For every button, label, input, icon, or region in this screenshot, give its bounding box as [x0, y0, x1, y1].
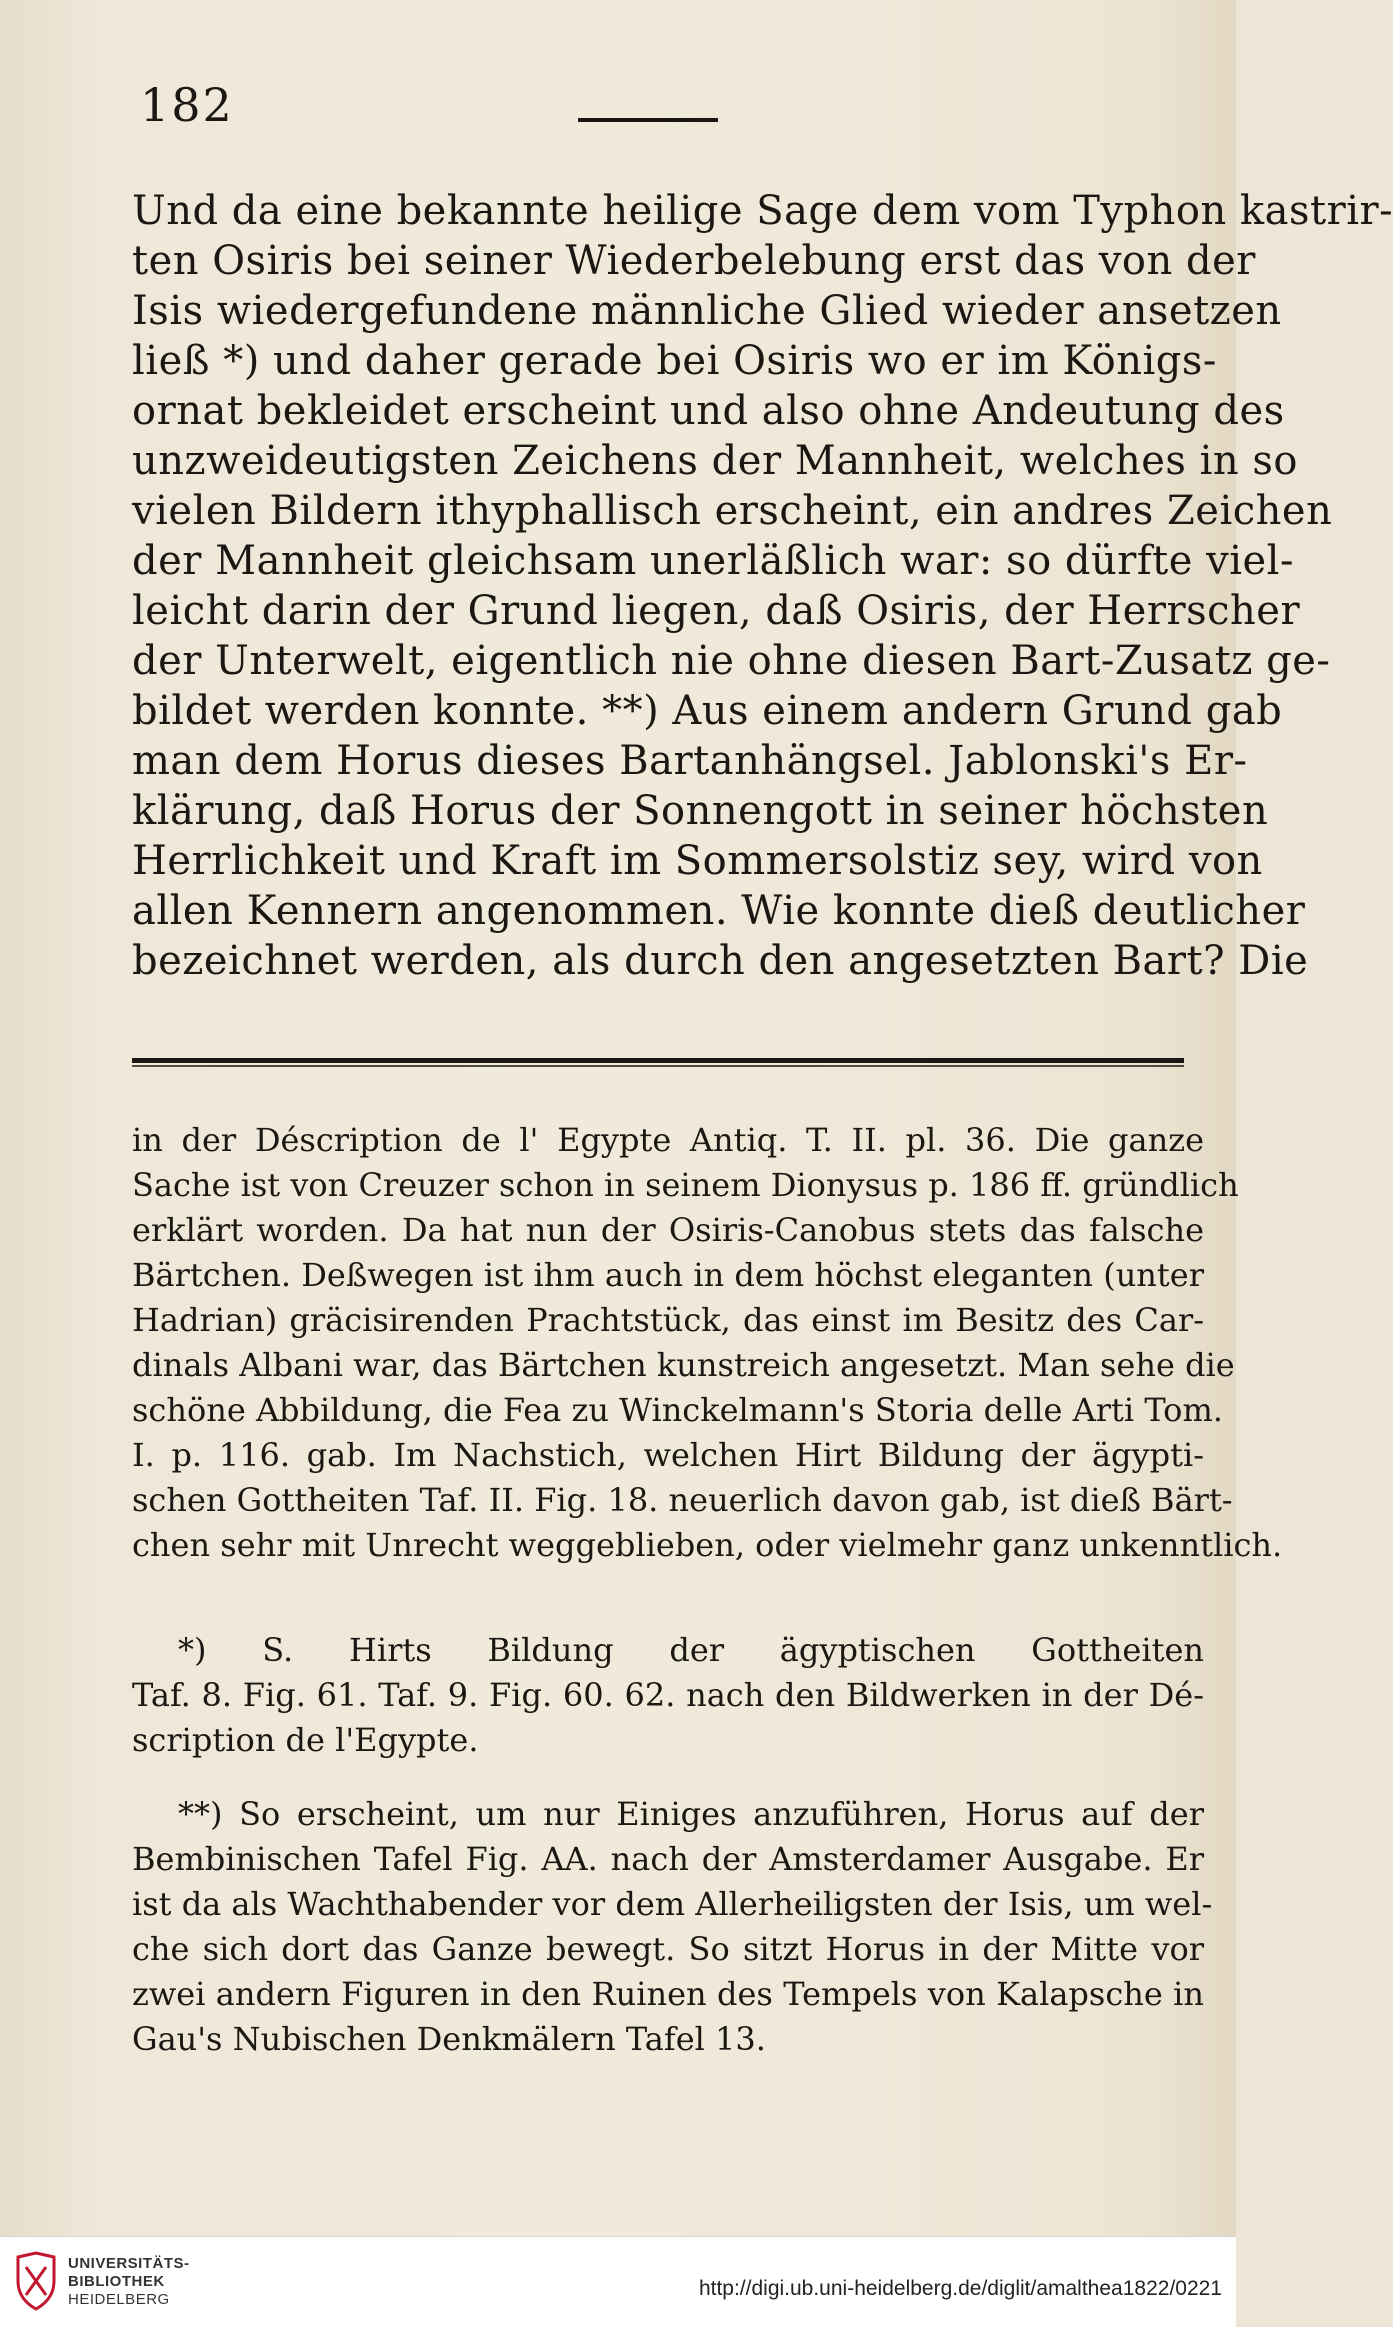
text-line: der Mannheit gleichsam unerläßlich war: so dürfte viel- — [132, 538, 1294, 584]
text-line: leicht darin der Grund liegen, daß Osiris, der Herrscher — [132, 588, 1301, 634]
main-text — [132, 186, 1393, 986]
footnote-line: schen Gottheiten Taf. II. Fig. 18. neuerlich davon gab, ist dieß Bärt- — [132, 1481, 1233, 1519]
text-line: man dem Horus dieses Bartanhängsel. Jablonski's Er- — [132, 738, 1248, 784]
footnote-line: Gau's Nubischen Denkmälern Tafel 13. — [132, 2020, 766, 2058]
footnote-line: erklärt worden. Da hat nun der Osiris-Canobus stets das falsche — [132, 1211, 1204, 1249]
footnote-line: Sache ist von Creuzer schon in seinem Dionysus p. 186 ff. gründlich — [132, 1166, 1239, 1204]
footnote-doublestar — [132, 1792, 1213, 2062]
library-name-line: UNIVERSITÄTS- — [68, 2255, 190, 2272]
footnote-star — [132, 1628, 1204, 1763]
footnote-line: zwei andern Figuren in den Ruinen des Tempels von Kalapsche in — [132, 1975, 1204, 2013]
text-line: bildet werden konnte. **) Aus einem andern Grund gab — [132, 688, 1283, 734]
text-line: ten Osiris bei seiner Wiederbelebung erst das von der — [132, 238, 1256, 284]
library-name — [68, 2255, 190, 2309]
footnote-line: scription de l'Egypte. — [132, 1721, 479, 1759]
footnote-line: Bärtchen. Deßwegen ist ihm auch in dem höchst eleganten (unter — [132, 1256, 1204, 1294]
footnote-line: chen sehr mit Unrecht weggeblieben, oder vielmehr ganz unkenntlich. — [132, 1526, 1283, 1564]
footnote-line: ist da als Wachthabender vor dem Allerheiligsten der Isis, um wel- — [132, 1885, 1213, 1923]
text-line: klärung, daß Horus der Sonnengott in seiner höchsten — [132, 788, 1269, 834]
text-line: vielen Bildern ithyphallisch erscheint, ein andres Zeichen — [132, 488, 1333, 534]
page-number: 182 — [140, 78, 234, 132]
text-line: Herrlichkeit und Kraft im Sommersolstiz sey, wird von — [132, 838, 1263, 884]
header-rule — [578, 118, 718, 122]
text-line: der Unterwelt, eigentlich nie ohne diesen Bart-Zusatz ge- — [132, 638, 1331, 684]
source-url-link[interactable]: http://digi.ub.uni-heidelberg.de/diglit/amalthea1822/0221 — [698, 2277, 1222, 2300]
text-line: ließ *) und daher gerade bei Osiris wo er im Königs- — [132, 338, 1217, 384]
footnote-line: che sich dort das Ganze bewegt. So sitzt Horus in der Mitte vor — [132, 1930, 1204, 1968]
footnote-line: dinals Albani war, das Bärtchen kunstreich angesetzt. Man sehe die — [132, 1346, 1235, 1384]
university-library-logo-icon — [14, 2251, 58, 2311]
viewer-footer — [0, 2236, 1236, 2327]
text-line: unzweideutigsten Zeichens der Mannheit, welches in so — [132, 438, 1298, 484]
footnote-separator — [132, 1058, 1184, 1063]
text-line: bezeichnet werden, als durch den angesetzten Bart? Die — [132, 938, 1309, 984]
text-line: Isis wiedergefundene männliche Glied wieder ansetzen — [132, 288, 1282, 334]
text-line: ornat bekleidet erscheint und also ohne Andeutung des — [132, 388, 1285, 434]
footnote-line: *) S. Hirts Bildung der ägyptischen Gottheiten — [178, 1631, 1204, 1669]
text-line: Und da eine bekannte heilige Sage dem vom Typhon kastrir- — [132, 188, 1393, 234]
text-line: allen Kennern angenommen. Wie konnte dieß deutlicher — [132, 888, 1306, 934]
library-name-line: BIBLIOTHEK — [68, 2273, 165, 2290]
footnote-line: Taf. 8. Fig. 61. Taf. 9. Fig. 60. 62. nach den Bildwerken in der Dé- — [132, 1676, 1204, 1714]
footnote-line: Bembinischen Tafel Fig. AA. nach der Amsterdamer Ausgabe. Er — [132, 1840, 1204, 1878]
footnote-line: Hadrian) gräcisirenden Prachtstück, das einst im Besitz des Car- — [132, 1301, 1204, 1339]
footnote-line: **) So erscheint, um nur Einiges anzuführen, Horus auf der — [178, 1795, 1204, 1833]
footnote-line: I. p. 116. gab. Im Nachstich, welchen Hirt Bildung der ägypti- — [132, 1436, 1204, 1474]
library-name-line: HEIDELBERG — [68, 2291, 170, 2308]
footnote-line: schöne Abbildung, die Fea zu Winckelmann's Storia delle Arti Tom. — [132, 1391, 1223, 1429]
footnote-line: in der Déscription de l' Egypte Antiq. T. II. pl. 36. Die ganze — [132, 1121, 1204, 1159]
footnote-continuation — [132, 1118, 1283, 1568]
